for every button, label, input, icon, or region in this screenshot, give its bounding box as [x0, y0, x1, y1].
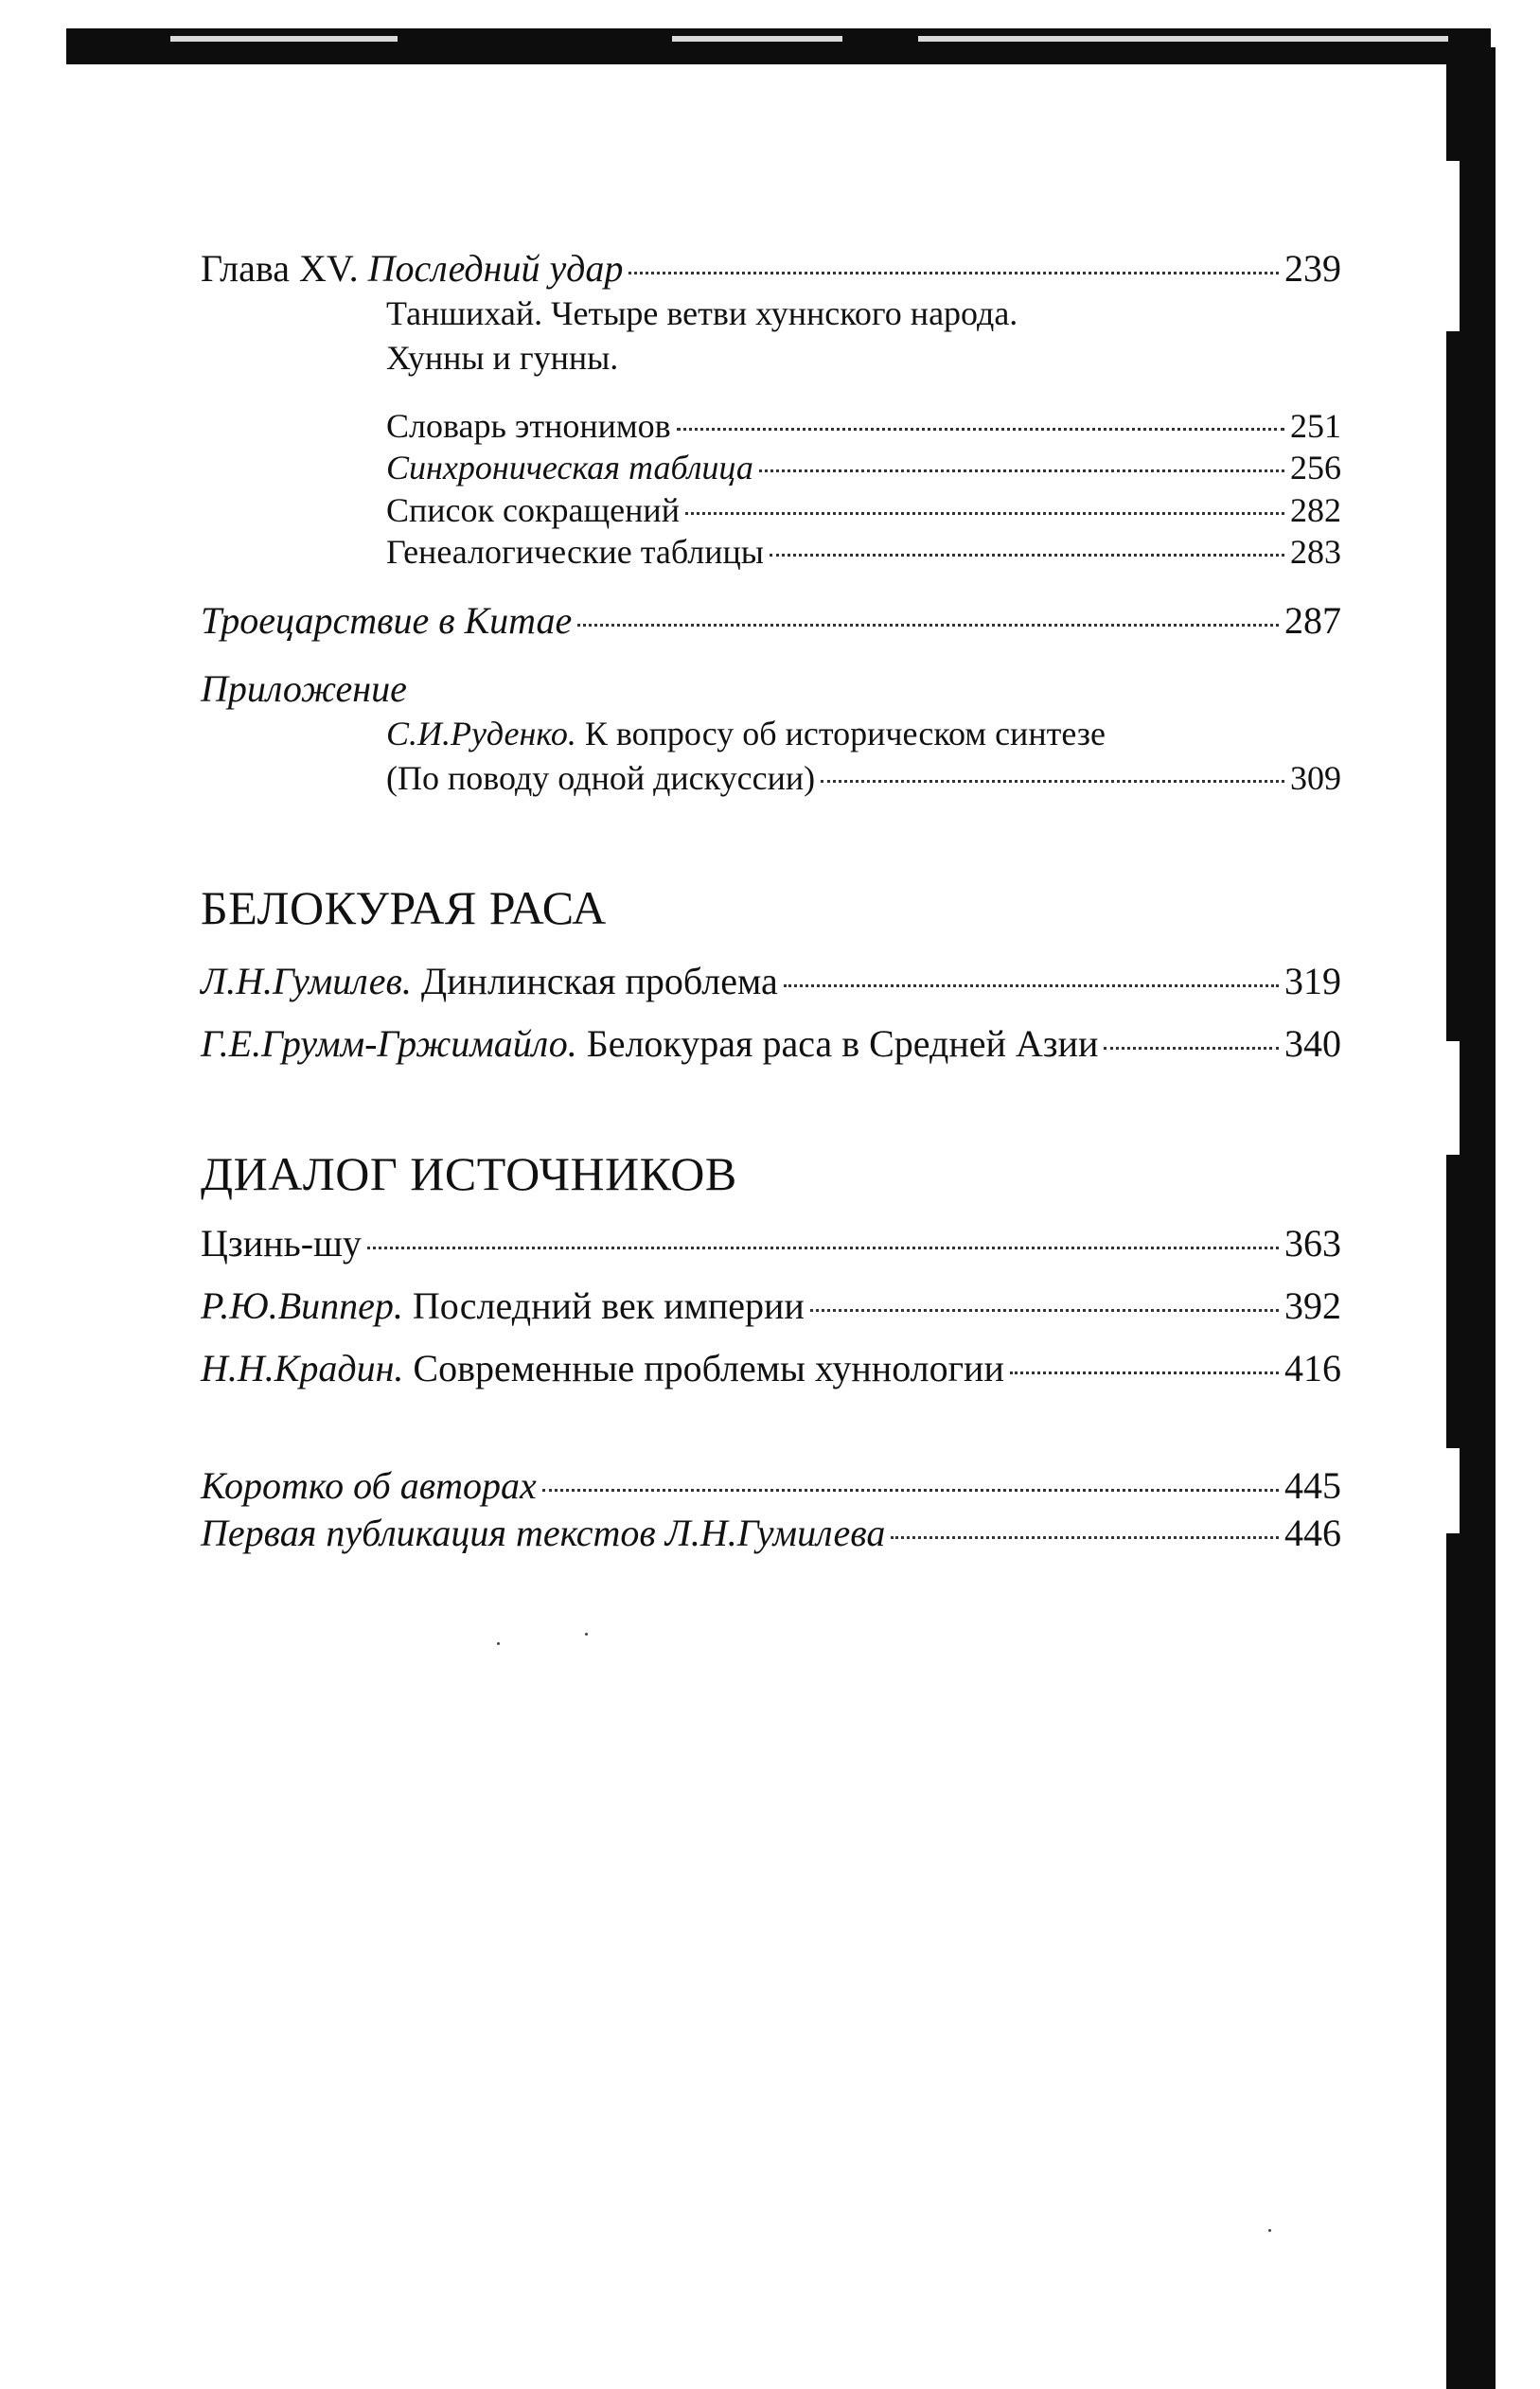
- scan-speck: [585, 1633, 588, 1636]
- dot-leader: [891, 1536, 1279, 1539]
- entry-title: Цзинь-шу: [201, 1221, 362, 1265]
- page-number: 445: [1284, 1463, 1341, 1507]
- entry-title: Троецарствие в Китае: [201, 599, 573, 643]
- page-number: 309: [1290, 758, 1341, 797]
- page-number: 239: [1284, 247, 1341, 290]
- entry-author: Р.Ю.Виппер.: [201, 1283, 403, 1327]
- appendix-line: [386, 712, 1341, 756]
- toc-entry: [201, 1513, 1341, 1554]
- dot-leader: [770, 554, 1284, 557]
- description-line: Таншихай. Четыре ветви хуннского народа.: [386, 294, 1018, 332]
- scan-speck: [1268, 2229, 1271, 2232]
- entry-title: Коротко об авторах: [201, 1463, 537, 1507]
- toc-entry: [201, 1465, 1341, 1507]
- chapter-description: [386, 292, 1341, 380]
- entry-title: (По поводу одной дискуссии): [386, 758, 816, 797]
- page-number: 283: [1290, 533, 1341, 572]
- section-heading: БЕЛОКУРАЯ РАСА: [201, 880, 607, 934]
- scan-speck: [497, 1642, 500, 1645]
- dot-leader: [810, 1309, 1279, 1312]
- entry-title: Словарь этнонимов: [386, 406, 671, 445]
- toc-entry: [201, 961, 1341, 1002]
- toc-entry: [201, 1285, 1341, 1327]
- table-of-contents: [201, 248, 1341, 1554]
- page-number: 319: [1284, 959, 1341, 1002]
- page-number: 416: [1284, 1346, 1341, 1389]
- dot-leader: [759, 469, 1284, 472]
- entry-title: Генеалогические таблицы: [386, 533, 764, 572]
- entry-author: С.И.Руденко.: [386, 715, 576, 753]
- appendix-entry: [386, 712, 1341, 801]
- entry-title: К вопросу об историческом синтезе: [584, 715, 1106, 753]
- scan-top-border: [66, 28, 1491, 64]
- toc-entry: [201, 1023, 1341, 1065]
- toc-entry-chapter-15: [201, 248, 1341, 290]
- toc-entry-troecarstvie: [201, 600, 1341, 642]
- page-number: 363: [1284, 1221, 1341, 1265]
- dot-leader: [1104, 1047, 1279, 1050]
- entry-title: Список сокращений: [386, 490, 680, 529]
- page-number: 446: [1284, 1511, 1341, 1554]
- entry-author: Г.Е.Грумм-Гржимайло.: [201, 1021, 577, 1065]
- dot-leader: [677, 428, 1284, 431]
- entry-author: Н.Н.Крадин.: [201, 1346, 404, 1389]
- chapter-label: Глава XV.: [201, 247, 359, 290]
- page-number: 392: [1284, 1283, 1341, 1327]
- appendix-label: Приложение: [201, 667, 407, 711]
- dot-leader: [685, 512, 1284, 515]
- toc-entry: [386, 405, 1341, 448]
- page-number: 251: [1290, 406, 1341, 445]
- entry-title: Последний век империи: [412, 1283, 805, 1327]
- dot-leader: [1010, 1371, 1279, 1374]
- page-number: 340: [1284, 1021, 1341, 1065]
- dot-leader: [628, 272, 1279, 274]
- reference-list: [201, 405, 1341, 575]
- entry-title: Синхроническая таблица: [386, 449, 753, 487]
- section-heading: ДИАЛОГ ИСТОЧНИКОВ: [201, 1146, 737, 1200]
- entry-title: Белокурая раса в Средней Азии: [586, 1021, 1099, 1065]
- description-line: Хунны и гунны.: [386, 338, 619, 377]
- page-number: 282: [1290, 490, 1341, 529]
- entry-author: Л.Н.Гумилев.: [201, 959, 412, 1002]
- scan-right-border: [1446, 47, 1496, 2389]
- toc-entry: [386, 531, 1341, 574]
- appendix-line: [386, 756, 1341, 801]
- page-number: 287: [1284, 599, 1341, 643]
- toc-entry: [386, 489, 1341, 532]
- toc-entry: [386, 447, 1341, 489]
- dot-leader: [821, 780, 1284, 783]
- page-number: 256: [1290, 449, 1341, 487]
- chapter-title: Последний удар: [367, 247, 624, 290]
- entry-title: Современные проблемы хуннологии: [413, 1346, 1004, 1389]
- toc-entry: [201, 1223, 1341, 1265]
- dot-leader: [367, 1247, 1279, 1249]
- dot-leader: [542, 1489, 1279, 1492]
- entry-title: Динлинская проблема: [420, 959, 778, 1002]
- dot-leader: [784, 984, 1279, 987]
- dot-leader: [577, 624, 1279, 627]
- toc-entry: [201, 1348, 1341, 1389]
- entry-title: Первая публикация текстов Л.Н.Гумилева: [201, 1511, 886, 1554]
